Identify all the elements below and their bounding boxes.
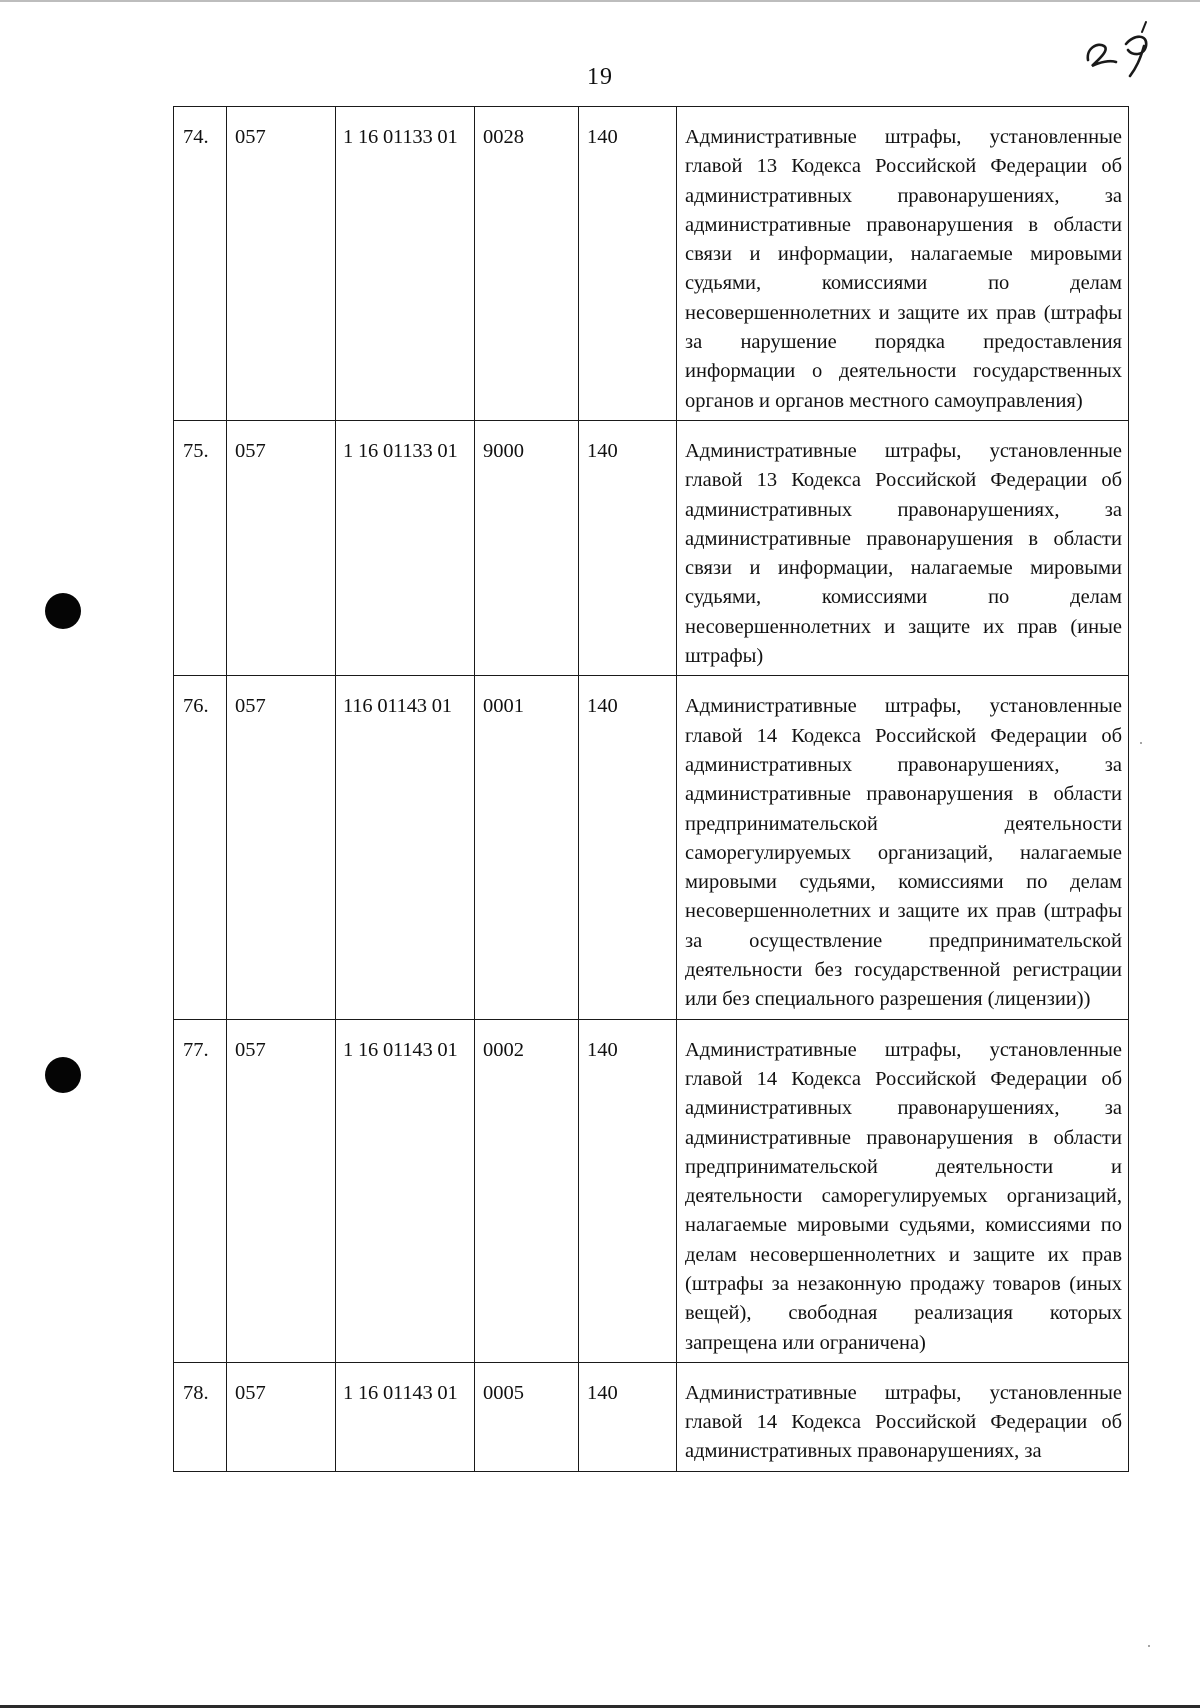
table-row xyxy=(174,676,1129,1019)
revenue-kind-code: 140 xyxy=(579,1362,677,1471)
administrator-code: 057 xyxy=(227,107,336,421)
table-row xyxy=(174,107,1129,421)
revenue-subcode: 0001 xyxy=(475,676,579,1019)
revenue-kind-code: 140 xyxy=(579,676,677,1019)
scan-top-edge xyxy=(0,0,1200,2)
scan-speck xyxy=(1140,742,1142,744)
administrator-code: 057 xyxy=(227,1019,336,1362)
row-number: 74. xyxy=(174,107,227,421)
page-number: 19 xyxy=(587,64,613,90)
table-row xyxy=(174,1019,1129,1362)
revenue-subcode: 0002 xyxy=(475,1019,579,1362)
revenue-description: Административные штрафы, установленные главой 14 Кодекса Российской Федерации об административных правонарушениях, за xyxy=(677,1362,1129,1471)
revenue-code: 116 01143 01 xyxy=(336,676,475,1019)
revenue-code: 1 16 01143 01 xyxy=(336,1362,475,1471)
row-number: 75. xyxy=(174,420,227,675)
revenue-subcode: 0005 xyxy=(475,1362,579,1471)
revenue-kind-code: 140 xyxy=(579,1019,677,1362)
administrator-code: 057 xyxy=(227,1362,336,1471)
administrator-code: 057 xyxy=(227,420,336,675)
handwritten-sheet-number xyxy=(1080,16,1158,78)
revenue-code: 1 16 01133 01 xyxy=(336,420,475,675)
row-number: 78. xyxy=(174,1362,227,1471)
table-row xyxy=(174,1362,1129,1471)
row-number: 77. xyxy=(174,1019,227,1362)
table-row xyxy=(174,420,1129,675)
scan-speck xyxy=(1148,1645,1150,1647)
budget-classification-table xyxy=(173,106,1129,1472)
punch-hole xyxy=(45,1057,81,1093)
revenue-description: Административные штрафы, установленные главой 13 Кодекса Российской Федерации об административных правонарушениях, за административные правонарушения в области связи и информации, налагаемые мировыми судьями, комиссиями по делам несовершеннолетних и защите их прав (иные штрафы) xyxy=(677,420,1129,675)
revenue-code: 1 16 01133 01 xyxy=(336,107,475,421)
row-number: 76. xyxy=(174,676,227,1019)
punch-hole xyxy=(45,593,81,629)
revenue-kind-code: 140 xyxy=(579,107,677,421)
revenue-subcode: 0028 xyxy=(475,107,579,421)
revenue-description: Административные штрафы, установленные главой 14 Кодекса Российской Федерации об административных правонарушениях, за административные правонарушения в области предпринимательской деятельности саморегулируемых организаций, налагаемые мировыми судьями, комиссиями по делам несовершеннолетних и защите их прав (штрафы за осуществление предпринимательской деятельности без государственной регистрации или без специального разрешения (лицензии)) xyxy=(677,676,1129,1019)
revenue-kind-code: 140 xyxy=(579,420,677,675)
revenue-code: 1 16 01143 01 xyxy=(336,1019,475,1362)
revenue-description: Административные штрафы, установленные главой 13 Кодекса Российской Федерации об административных правонарушениях, за административные правонарушения в области связи и информации, налагаемые мировыми судьями, комиссиями по делам несовершеннолетних и защите их прав (штрафы за нарушение порядка предоставления информации о деятельности государственных органов и органов местного самоуправления) xyxy=(677,107,1129,421)
administrator-code: 057 xyxy=(227,676,336,1019)
revenue-description: Административные штрафы, установленные главой 14 Кодекса Российской Федерации об административных правонарушениях, за административные правонарушения в области предпринимательской деятельности и деятельности саморегулируемых организаций, налагаемые мировыми судьями, комиссиями по делам несовершеннолетних и защите их прав (штрафы за незаконную продажу товаров (иных вещей), свободная реализация которых запрещена или ограничена) xyxy=(677,1019,1129,1362)
revenue-subcode: 9000 xyxy=(475,420,579,675)
